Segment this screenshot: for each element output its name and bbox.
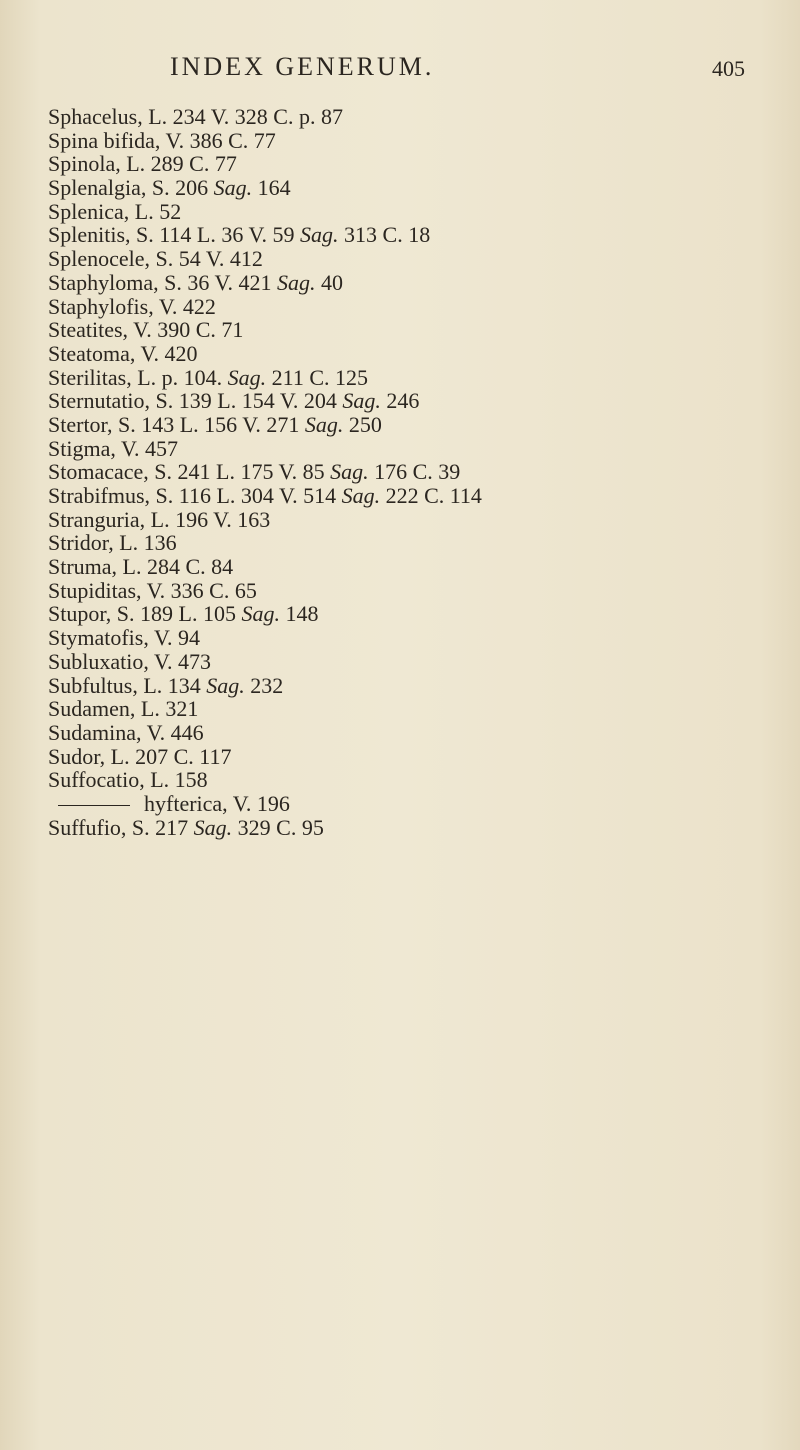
index-entry-text: Sphacelus, L. 234 V. 328 C. p. 87 [48,104,343,129]
index-entry-text: Suffocatio, L. 158 [48,767,208,793]
index-entry [48,437,768,461]
index-entry-text: Sudor, L. 207 C. 117 [48,743,232,769]
index-entry [48,129,768,153]
index-entry-text: Stertor, S. 143 L. 156 V. 271 Sag. 250 [48,411,382,437]
index-entry [48,674,768,698]
index-entry [48,531,768,555]
index-entry-text: Steatoma, V. 420 [48,340,198,366]
index-entry-list [48,105,768,839]
index-entry-text: Stranguria, L. 196 V. 163 [48,506,271,532]
index-entry-text: Subluxatio, V. 473 [48,648,211,674]
index-entry [48,602,768,626]
index-entry [48,413,768,437]
index-entry-text: Staphyloma, S. 36 V. 421 Sag. 40 [48,269,343,295]
index-entry [48,318,768,342]
index-entry [48,295,768,319]
index-entry [48,816,768,840]
index-entry-text: Suffufio, S. 217 Sag. 329 C. 95 [48,814,324,840]
page-number: 405 [712,56,745,81]
index-entry [48,508,768,532]
index-entry-text: Stupor, S. 189 L. 105 Sag. 148 [48,601,319,627]
ditto-dash [58,805,130,806]
index-entry [48,579,768,603]
index-entry [48,650,768,674]
index-entry-text: Subfultus, L. 134 Sag. 232 [48,672,284,698]
index-entry-text: Sterilitas, L. p. 104. Sag. 211 C. 125 [48,364,369,390]
index-entry [48,626,768,650]
index-entry-text: Steatites, V. 390 C. 71 [48,317,244,343]
index-entry-text: Splenocele, S. 54 V. 412 [48,246,263,272]
index-entry [48,697,768,721]
index-entry-text: Stridor, L. 136 [48,530,177,556]
index-entry [48,152,768,176]
index-entry-text: Sternutatio, S. 139 L. 154 V. 204 Sag. 246 [48,388,420,414]
index-entry [48,792,768,816]
index-entry-text: Stupiditas, V. 336 C. 65 [48,577,257,603]
index-entry-text: Stigma, V. 457 [48,435,178,461]
index-entry-text: hyfterica, V. 196 [144,790,290,816]
index-entry [48,176,768,200]
index-entry [48,342,768,366]
index-entry [48,366,768,390]
index-entry-text: Sudamina, V. 446 [48,719,204,745]
index-entry-text: Splenica, L. 52 [48,198,182,224]
index-entry [48,555,768,579]
index-entry-text: Spinola, L. 289 C. 77 [48,151,237,177]
index-entry-text: Stomacace, S. 241 L. 175 V. 85 Sag. 176 C. 39 [48,459,461,485]
running-header: INDEX GENERUM. [170,52,435,81]
index-entry [48,745,768,769]
index-entry [48,223,768,247]
index-entry-text: Stymatofis, V. 94 [48,625,200,651]
index-entry [48,271,768,295]
index-entry-text: Spina bifida, V. 386 C. 77 [48,127,276,153]
index-entry [48,768,768,792]
index-entry-text: Splenitis, S. 114 L. 36 V. 59 Sag. 313 C. 18 [48,222,431,248]
index-entry [48,200,768,224]
index-entry-text: Struma, L. 284 C. 84 [48,554,234,580]
index-entry-text: Strabifmus, S. 116 L. 304 V. 514 Sag. 222 C. 114 [48,483,482,508]
index-entry [48,389,768,413]
index-entry [48,105,768,129]
index-entry [48,721,768,745]
index-entry-text: Staphylofis, V. 422 [48,293,216,319]
index-entry-text: Sudamen, L. 321 [48,696,199,722]
index-entry [48,484,768,508]
index-entry-text: Splenalgia, S. 206 Sag. 164 [48,175,291,201]
index-entry [48,247,768,271]
index-entry [48,460,768,484]
